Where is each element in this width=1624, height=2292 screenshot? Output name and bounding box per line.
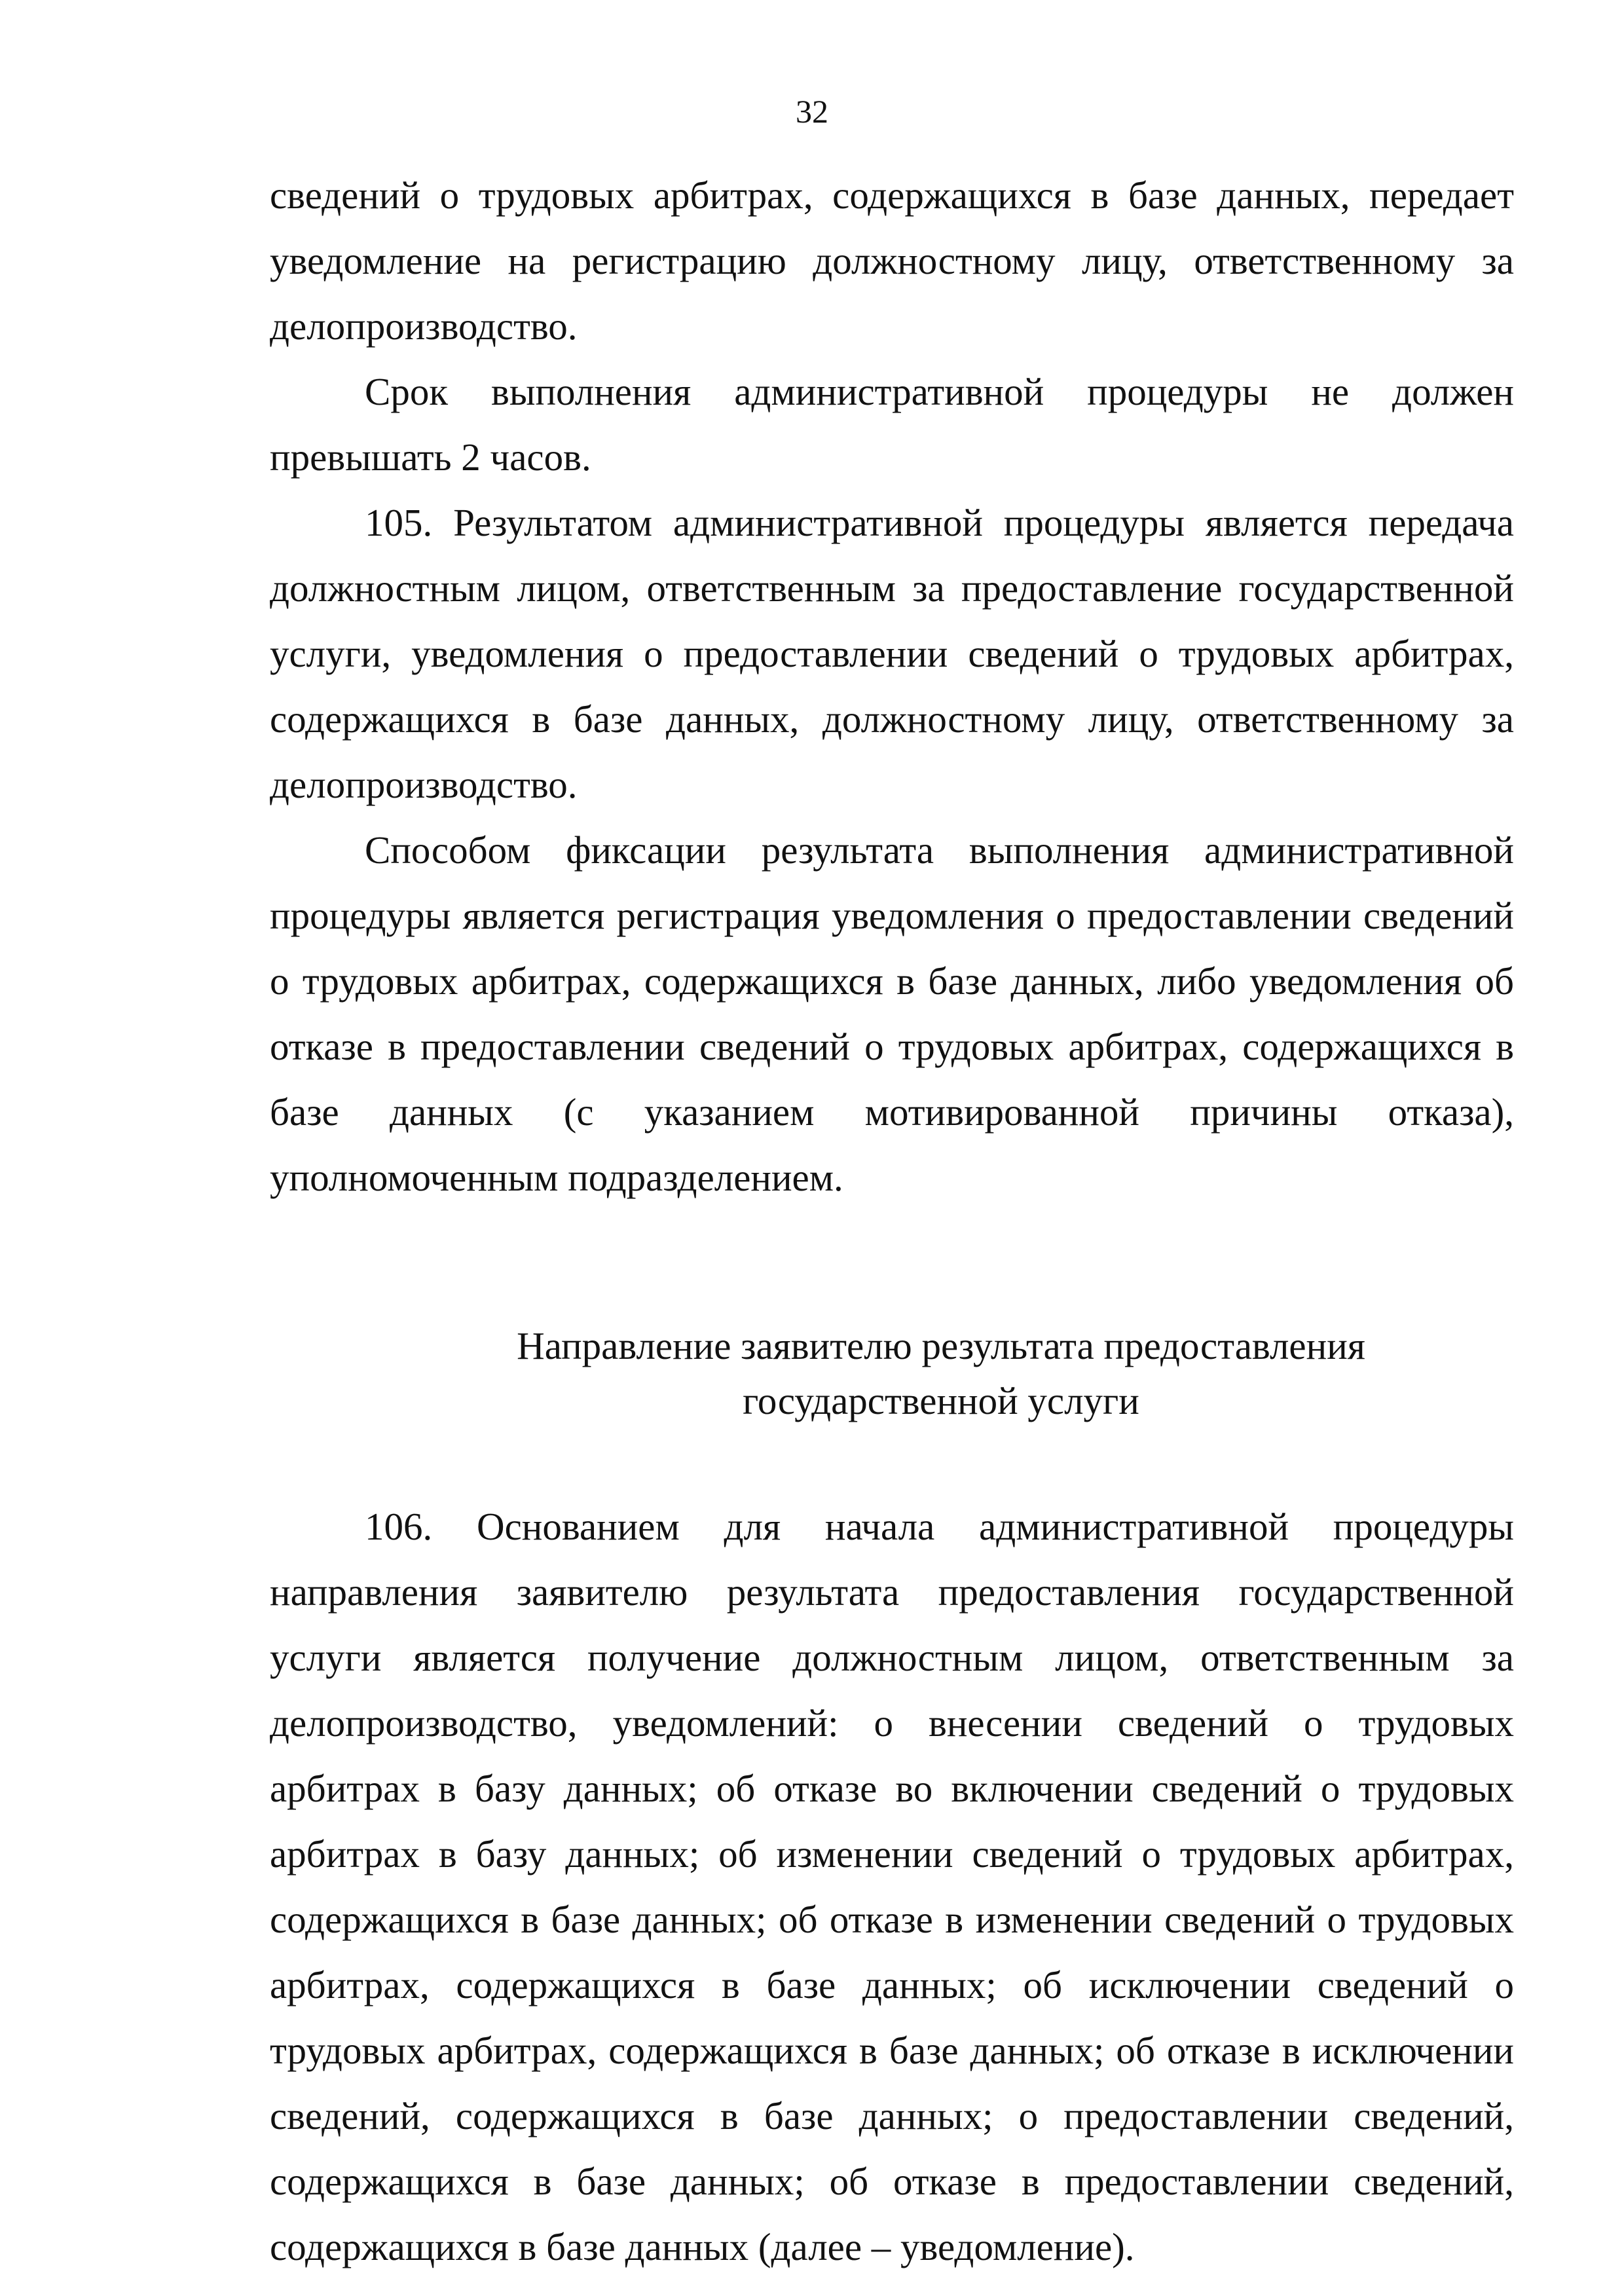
section-heading-line-2: государственной услуги xyxy=(743,1379,1139,1422)
section-heading xyxy=(270,1318,1514,1428)
paragraph-continuation: сведений о трудовых арбитрах, содержащихся в базе данных, передает уведомление на регистрацию должностному лицу, ответственному за делопроизводство. xyxy=(270,174,1514,348)
section-heading-line-1: Направление заявителю результата предоставления xyxy=(517,1324,1365,1367)
paragraph-deadline: Срок выполнения административной процедуры не должен превышать 2 часов. xyxy=(270,370,1514,479)
paragraph-fixation-method: Способом фиксации результата выполнения административной процедуры является регистрация уведомления о предоставлении сведений о трудовых арбитрах, содержащихся в базе данных, либо уведомления об отказе в предоставлении сведений о трудовых арбитрах, содержащихся в базе данных (с указанием мотивированной причины отказа), уполномоченным подразделением. xyxy=(270,828,1514,1199)
paragraph-106: 106. Основанием для начала административной процедуры направления заявителю результата предоставления государственной услуги является получение должностным лицом, ответственным за делопроизводство, уведомлений: о внесении сведений о трудовых арбитрах в базу данных; об отказе во включении сведений о трудовых арбитрах в базу данных; об изменении сведений о трудовых арбитрах, содержащихся в базе данных; об отказе в изменении сведений о трудовых арбитрах, содержащихся в базе данных; об исключении сведений о трудовых арбитрах, содержащихся в базе данных; об отказе в исключении сведений, содержащихся в базе данных; о предоставлении сведений, содержащихся в базе данных; об отказе в предоставлении сведений, содержащихся в базе данных (далее – уведомление). xyxy=(270,1505,1514,2268)
document-body xyxy=(270,162,1514,2280)
paragraph-105: 105. Результатом административной процедуры является передача должностным лицом, ответственным за предоставление государственной услуги, уведомления о предоставлении сведений о трудовых арбитрах, содержащихся в базе данных, должностному лицу, ответственному за делопроизводство. xyxy=(270,501,1514,806)
page-number: 32 xyxy=(796,93,828,130)
